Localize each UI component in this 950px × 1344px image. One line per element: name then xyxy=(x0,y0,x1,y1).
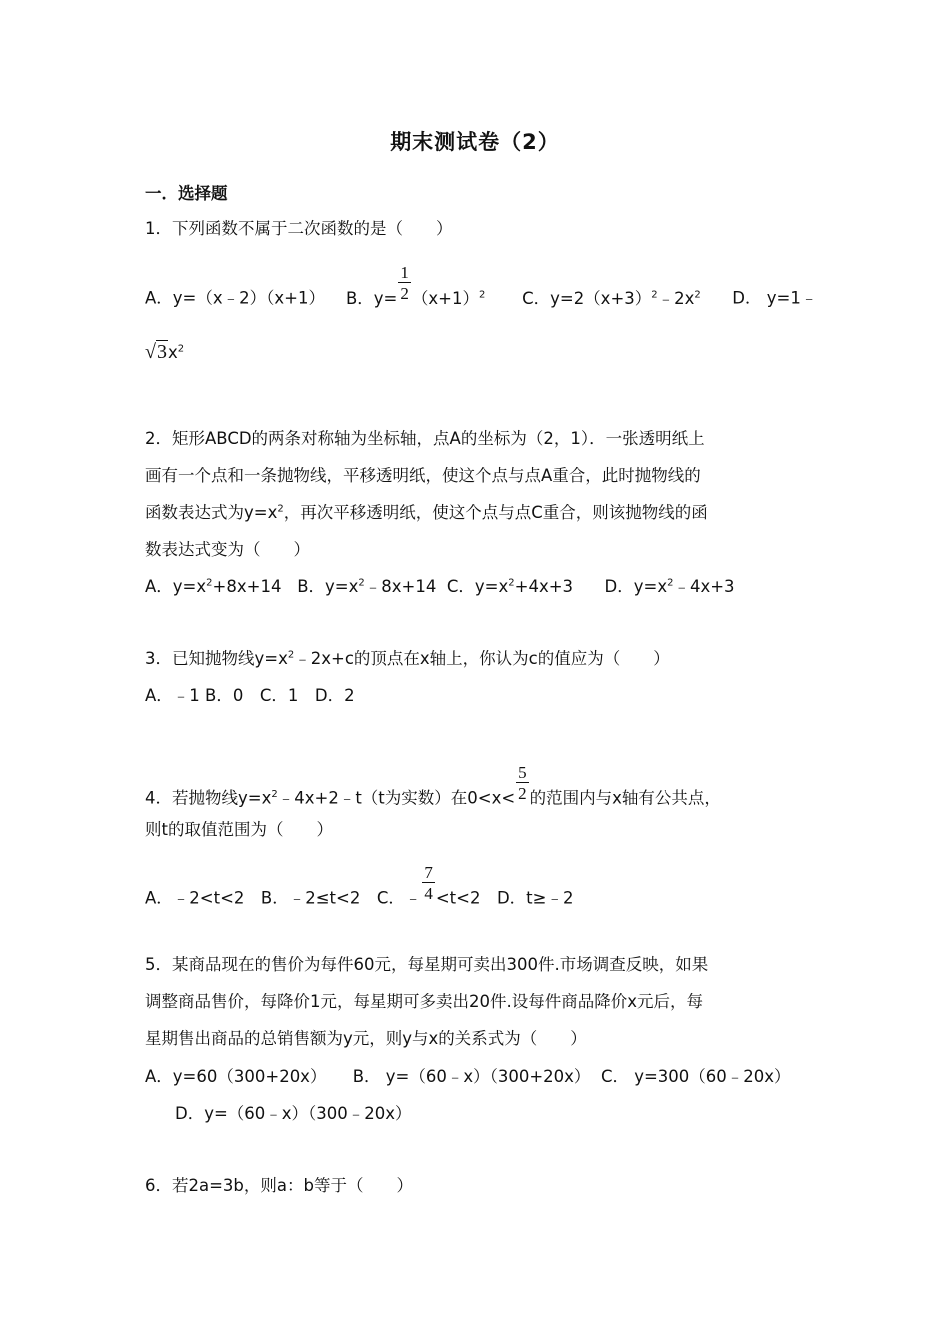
q2-option-c: C．$y=x^2+4x+3$ xyxy=(446,577,574,596)
q2-options xyxy=(145,575,735,599)
q1-option-d-continued: $√3x^2$ xyxy=(145,341,185,363)
q5-option-a: A．y=60（300+20x） xyxy=(145,1067,327,1086)
q1-options-line xyxy=(145,263,818,318)
q6-stem: 6．若2a=3b，则a：b等于（ ） xyxy=(145,1176,413,1195)
sqrt-symbol: √3 xyxy=(145,341,167,363)
section-heading: 一．选择题 xyxy=(145,184,228,203)
q4-line-2: 则t的取值范围为（ ） xyxy=(145,820,333,839)
q3-options: A．﹣1 B．0 C．1 D．2 xyxy=(145,686,355,705)
q5-option-b: B． y=（60﹣x）（300+20x） xyxy=(352,1067,591,1086)
q2-line-2: 画有一个点和一条抛物线，平移透明纸，使这个点与点A重合，此时抛物线的 xyxy=(145,466,701,485)
q4-line-1: 4．若抛物线$y=x^2﹣4x+2﹣t(t$为实数）在0<x< $\frac{5}{2}$ 的范围内与x轴有公共点， xyxy=(145,763,721,808)
q4-options: A．﹣2<t<2 B．﹣2≤t<2 C．﹣ $\frac{7}{4}$ <t<2 D．t≥﹣2 xyxy=(145,863,574,908)
q4-option-c-fraction: $\frac{7}{4}$ xyxy=(424,863,433,903)
q2-line-3: 函数表达式为$y=x^2$，再次平移透明纸，使这个点与点C重合，则该抛物线的函 xyxy=(145,503,708,522)
q2-option-d: D．$y=x^2﹣4x+3$ xyxy=(604,577,735,596)
q5-option-d: D．y=（60﹣x）（300﹣20x） xyxy=(175,1104,412,1123)
q5-options-line-1 xyxy=(145,1065,791,1089)
q5-line-2: 调整商品售价，每降价1元，每星期可多卖出20件.设每件商品降价x元后，每 xyxy=(145,992,704,1011)
q4-fraction: $\frac{5}{2}$ xyxy=(518,763,527,803)
q5-line-1: 5．某商品现在的售价为每件60元，每星期可卖出300件.市场调查反映，如果 xyxy=(145,955,709,974)
q2-option-a: A．$y=x^2+8x+14$ xyxy=(145,577,282,596)
q5-option-c: C． y=300（60﹣20x） xyxy=(600,1067,791,1086)
q1-option-d: D． y=1﹣ xyxy=(732,288,818,308)
q1-option-a: A．y=（x﹣2）（x+1） xyxy=(145,288,325,308)
q2-option-b: B．$y=x^2﹣8x+14$ xyxy=(297,577,437,596)
q2-line-4: 数表达式变为（ ） xyxy=(145,540,310,559)
q5-line-3: 星期售出商品的总销售额为y元，则y与x的关系式为（ ） xyxy=(145,1029,587,1048)
q1-stem: 1．下列函数不属于二次函数的是（ ） xyxy=(145,219,453,238)
q1-option-c: C．$y=2(x+3)^2﹣2x^2$ xyxy=(522,288,701,308)
q1-fraction: $\frac{1}{2}$ xyxy=(400,263,409,303)
q1-option-b: B．y= $\frac{1}{2}$ $(x+1)^2$ xyxy=(345,263,486,308)
page-title: 期末测试卷（2） xyxy=(390,130,560,154)
q3-stem: 3．已知抛物线$y=x^2﹣2x+c$的顶点在x轴上，你认为c的值应为（ ） xyxy=(145,649,670,668)
q2-line-1: 2．矩形ABCD的两条对称轴为坐标轴，点A的坐标为（2，1）．一张透明纸上 xyxy=(145,429,705,448)
